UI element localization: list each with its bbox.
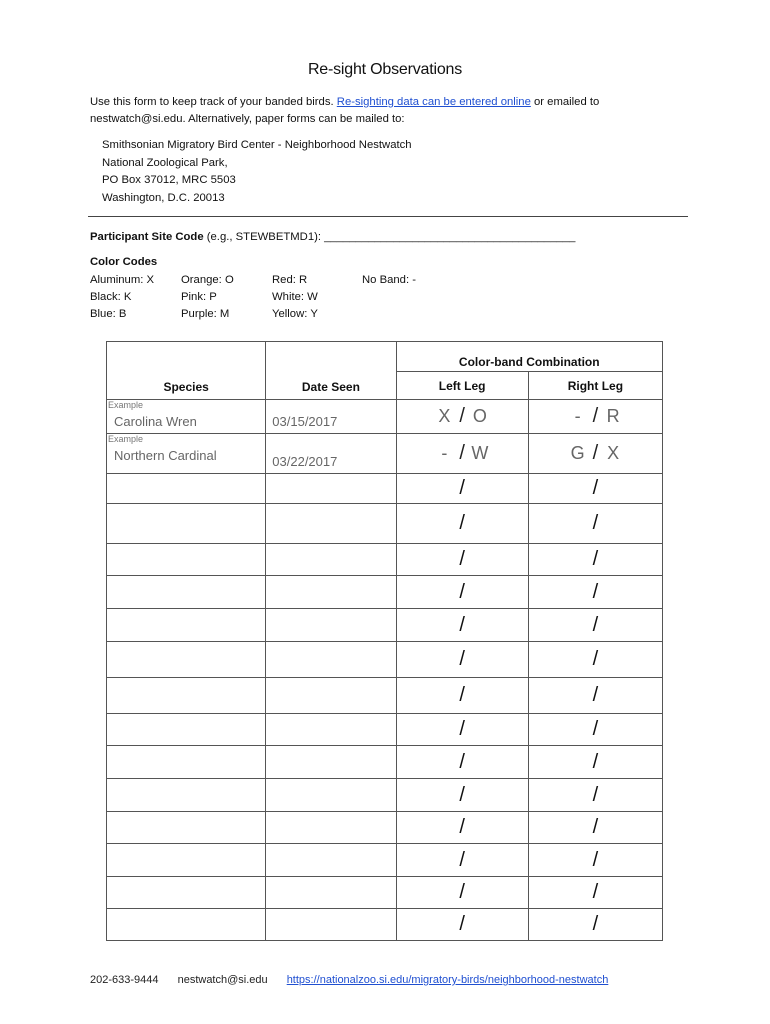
divider [88,216,688,217]
address-line: National Zoological Park, [102,156,228,169]
left-leg-cell[interactable] [396,678,528,714]
page-title: Re-sight Observations [307,61,463,78]
right-leg-cell[interactable] [528,400,662,434]
color-codes-title: Color Codes [90,256,158,268]
left-leg-cell[interactable] [396,474,528,504]
left-leg-cell[interactable] [396,576,528,609]
table-row [107,642,663,678]
species-cell[interactable] [107,544,266,576]
species-cell[interactable] [107,434,266,474]
band-color: O [472,406,487,426]
right-leg-cell[interactable] [528,877,662,909]
species-cell[interactable] [107,504,266,544]
slash: / [592,548,599,570]
band-color: R [606,406,620,426]
species-cell[interactable] [107,844,266,877]
color-code: Blue: B [90,308,127,320]
address-line: Smithsonian Migratory Bird Center - Neighborhood Nestwatch [102,139,412,151]
slash: / [459,477,465,499]
date-cell[interactable] [266,544,396,576]
slash: / [592,684,599,706]
table-row [107,504,663,544]
date-cell[interactable] [266,609,396,642]
date-value: 03/15/2017 [272,414,338,429]
left-leg-cell[interactable] [396,504,528,544]
band-color: G [570,443,585,463]
table-header-row [107,342,663,372]
example-tag: Example [108,400,144,410]
example-tag: Example [108,434,144,444]
species-cell[interactable] [107,877,266,909]
left-leg-cell[interactable] [396,909,528,941]
date-cell[interactable] [266,474,396,504]
slash: / [592,442,599,464]
date-cell[interactable] [266,812,396,844]
date-cell[interactable] [266,877,396,909]
left-leg-cell[interactable] [396,844,528,877]
species-value: Carolina Wren [114,414,197,429]
slash: / [459,848,465,871]
slash: / [459,684,465,706]
example-row [107,400,663,434]
mailing-address [102,137,412,207]
right-leg-cell[interactable] [528,434,662,474]
right-leg-cell[interactable] [528,504,662,544]
slash: / [459,913,465,935]
color-code: White: W [272,291,318,303]
date-cell[interactable] [266,909,396,941]
color-code [362,308,482,325]
right-leg-cell[interactable] [528,779,662,812]
slash: / [459,580,465,603]
date-cell[interactable] [266,844,396,877]
date-cell[interactable] [266,642,396,678]
color-code: Orange: O [181,274,234,286]
left-leg-cell[interactable] [396,714,528,746]
right-leg-cell[interactable] [528,678,662,714]
table-row [107,746,663,779]
date-cell[interactable] [266,576,396,609]
band-color: - [574,406,581,426]
band-color: X [438,406,451,426]
color-code [362,291,482,308]
table-row [107,877,663,909]
band-color: X [607,443,620,463]
footer [90,974,624,986]
right-leg-cell[interactable] [528,844,662,877]
slash: / [592,613,599,636]
left-leg-cell[interactable] [396,779,528,812]
color-band-header: Color-band Combination [396,342,663,372]
slash: / [592,512,599,534]
right-leg-cell[interactable] [528,544,662,576]
intro-text: Use this form to keep track of your banded birds. [90,96,337,108]
slash: / [459,512,465,534]
left-leg-cell[interactable] [396,642,528,678]
slash: / [592,913,599,935]
site-code-label: Participant Site Code [90,231,204,243]
table-row [107,544,663,576]
color-code: Black: K [90,291,132,303]
intro-paragraph [90,94,690,128]
address-line: Washington, D.C. 20013 [102,191,225,204]
species-value: Northern Cardinal [114,448,217,463]
left-leg-cell[interactable] [396,877,528,909]
date-cell[interactable] [266,678,396,714]
species-cell[interactable] [107,576,266,609]
right-leg-cell[interactable] [528,746,662,779]
slash: / [592,405,599,427]
slash: / [459,783,465,806]
color-code: Pink: P [181,291,217,303]
date-cell[interactable] [266,714,396,746]
species-cell[interactable] [107,609,266,642]
table-row [107,576,663,609]
date-cell[interactable] [266,504,396,544]
slash: / [592,783,599,806]
species-cell[interactable] [107,714,266,746]
table-row [107,844,663,877]
species-cell[interactable] [107,779,266,812]
table-row [107,714,663,746]
species-cell[interactable] [107,812,266,844]
slash: / [459,548,465,570]
color-codes-grid [90,274,482,325]
left-leg-cell[interactable] [396,812,528,844]
color-code: No Band: - [362,274,417,286]
slash: / [592,881,599,903]
slash: / [459,442,465,464]
slash: / [459,613,465,636]
right-leg-header: Right Leg [528,372,662,400]
date-value: 03/22/2017 [272,454,338,469]
slash: / [592,718,599,740]
footer-phone: 202-633-9444 [90,974,159,986]
slash: / [459,881,465,903]
site-code-field [90,231,575,243]
species-header: Species [107,342,266,400]
table-row [107,474,663,504]
color-code: Red: R [272,274,308,286]
slash: / [592,648,599,670]
left-leg-cell[interactable] [396,544,528,576]
right-leg-cell[interactable] [528,576,662,609]
slash: / [592,580,599,603]
species-cell[interactable] [107,474,266,504]
slash: / [459,405,465,427]
left-leg-cell[interactable] [396,609,528,642]
right-leg-cell[interactable] [528,642,662,678]
band-color: W [471,443,489,463]
intro-text-after: or emailed to nestwatch@si.edu. Alternatively, paper forms can be mailed to: [90,96,600,125]
slash: / [592,750,599,773]
slash: / [592,848,599,871]
color-code: Purple: M [181,308,230,320]
left-leg-cell[interactable] [396,434,528,474]
date-cell[interactable] [266,779,396,812]
left-leg-cell[interactable] [396,400,528,434]
species-cell[interactable] [107,678,266,714]
example-row [107,434,663,474]
site-code-hint: (e.g., STEWBETMD1): ________________________________________ [203,231,576,243]
right-leg-cell[interactable] [528,609,662,642]
table-row [107,909,663,941]
left-leg-header: Left Leg [396,372,528,400]
slash: / [459,718,465,740]
date-header: Date Seen [266,342,396,400]
table-row [107,812,663,844]
address-line: PO Box 37012, MRC 5503 [102,174,236,186]
footer-url-link[interactable]: https://nationalzoo.si.edu/migratory-birds/neighborhood-nestwatch [286,974,609,986]
table-row [107,678,663,714]
online-entry-link[interactable]: Re-sighting data can be entered online [336,96,531,108]
left-leg-cell[interactable] [396,746,528,779]
right-leg-cell[interactable] [528,909,662,941]
species-cell[interactable] [107,400,266,434]
slash: / [459,648,465,670]
species-cell[interactable] [107,909,266,941]
table-row [107,779,663,812]
observations-table [106,341,663,941]
species-cell[interactable] [107,746,266,779]
date-cell[interactable] [266,400,396,434]
right-leg-cell[interactable] [528,714,662,746]
slash: / [459,750,465,773]
date-cell[interactable] [266,434,396,474]
color-code: Yellow: Y [272,308,318,320]
color-code: Aluminum: X [90,274,155,286]
right-leg-cell[interactable] [528,812,662,844]
species-cell[interactable] [107,642,266,678]
slash: / [592,477,599,499]
footer-email: nestwatch@si.edu [177,974,268,986]
right-leg-cell[interactable] [528,474,662,504]
band-color: - [441,443,448,463]
slash: / [592,816,599,838]
table-row [107,609,663,642]
slash: / [459,816,465,838]
date-cell[interactable] [266,746,396,779]
